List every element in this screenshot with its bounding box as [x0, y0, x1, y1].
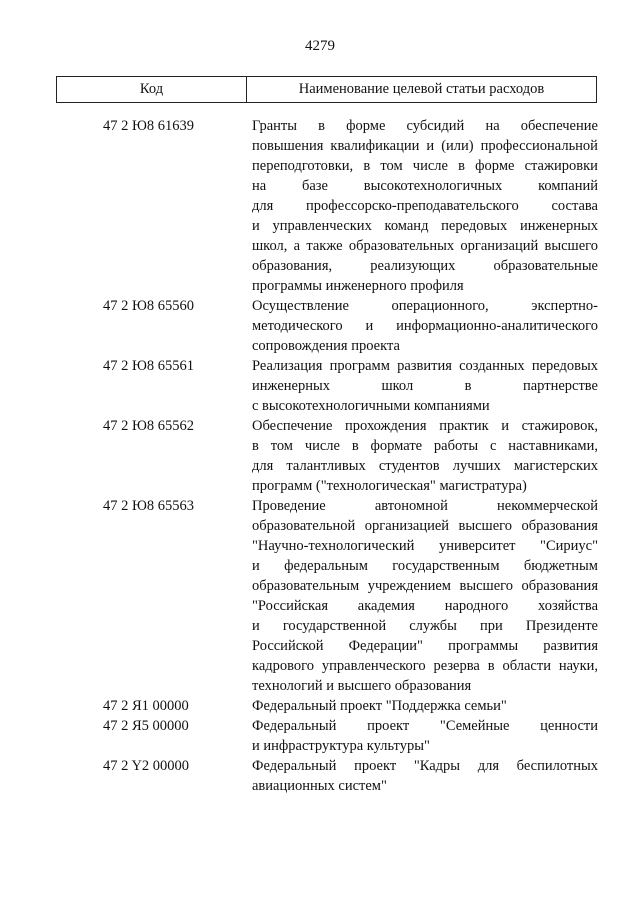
description-line: образовательным учреждением высшего образования — [252, 578, 598, 594]
description-line: для талантливых студентов лучших магистерских — [252, 458, 598, 474]
row-code: 47 2 Я1 00000 — [103, 698, 189, 714]
description-line: в том числе в формате работы с наставниками, — [252, 438, 598, 454]
table-row — [0, 496, 640, 696]
header-code: Код — [57, 77, 247, 102]
table-row — [0, 296, 640, 356]
description-line: программ ("технологическая" магистратура) — [252, 478, 527, 494]
description-line: и инфраструктура культуры" — [252, 738, 430, 754]
description-line: школ, а также образовательных организаций высшего — [252, 238, 598, 254]
row-description — [252, 696, 598, 716]
row-code: 47 2 Y2 00000 — [103, 758, 190, 774]
description-line: для профессорско-преподавательского состава — [252, 198, 598, 214]
description-line: переподготовки, в том числе в форме стажировки — [252, 158, 598, 174]
description-line: Федеральный проект "Кадры для беспилотных — [252, 758, 598, 774]
table-row — [0, 356, 640, 416]
row-description — [252, 116, 598, 296]
table-row — [0, 716, 640, 756]
row-code: 47 2 Ю8 65562 — [103, 418, 195, 434]
description-line: Осуществление операционного, экспертно- — [252, 298, 598, 314]
row-description — [252, 756, 598, 796]
description-line: методического и информационно-аналитического — [252, 318, 598, 334]
row-description — [252, 496, 598, 696]
row-code: 47 2 Я5 00000 — [103, 718, 189, 734]
table-row — [0, 116, 640, 296]
row-description — [252, 716, 598, 756]
header-name: Наименование целевой статьи расходов — [298, 81, 545, 97]
table-body — [0, 116, 640, 796]
description-line: Федеральный проект "Поддержка семьи" — [252, 698, 507, 714]
page-number: 4279 — [305, 38, 335, 54]
description-line: программы инженерного профиля — [252, 278, 464, 294]
row-description — [252, 416, 598, 496]
description-line: инженерных школ в партнерстве — [252, 378, 598, 394]
table-row — [0, 696, 640, 716]
table-row — [0, 756, 640, 796]
description-line: на базе высокотехнологичных компаний — [252, 178, 598, 194]
row-description — [252, 356, 598, 416]
description-line: и федеральным государственным бюджетным — [252, 558, 598, 574]
row-description — [252, 296, 598, 356]
table-row — [0, 416, 640, 496]
description-line: Российской Федерации" программы развития — [252, 638, 598, 654]
description-line: "Российская академия народного хозяйства — [252, 598, 598, 614]
description-line: кадрового управленческого резерва в области науки, — [252, 658, 598, 674]
row-code: 47 2 Ю8 65563 — [103, 498, 195, 514]
row-code: 47 2 Ю8 65561 — [103, 358, 195, 374]
description-line: технологий и высшего образования — [252, 678, 472, 694]
description-line: с высокотехнологичными компаниями — [252, 398, 490, 414]
description-line: Проведение автономной некоммерческой — [252, 498, 598, 514]
description-line: образования, реализующих образовательные — [252, 258, 598, 274]
description-line: Реализация программ развития созданных передовых — [252, 358, 598, 374]
description-line: и государственной службы при Президенте — [252, 618, 598, 634]
description-line: Гранты в форме субсидий на обеспечение — [252, 118, 598, 134]
description-line: образовательной организацией высшего образования — [252, 518, 598, 534]
description-line: "Научно-технологический университет "Сириус" — [252, 538, 598, 554]
row-code: 47 2 Ю8 65560 — [103, 298, 195, 314]
description-line: сопровождения проекта — [252, 338, 400, 354]
table-header — [56, 76, 597, 103]
description-line: и управленческих команд передовых инженерных — [252, 218, 598, 234]
description-line: Федеральный проект "Семейные ценности — [252, 718, 598, 734]
row-code: 47 2 Ю8 61639 — [103, 118, 195, 134]
description-line: повышения квалификации и (или) профессиональной — [252, 138, 598, 154]
description-line: Обеспечение прохождения практик и стажировок, — [252, 418, 598, 434]
description-line: авиационных систем" — [252, 778, 387, 794]
